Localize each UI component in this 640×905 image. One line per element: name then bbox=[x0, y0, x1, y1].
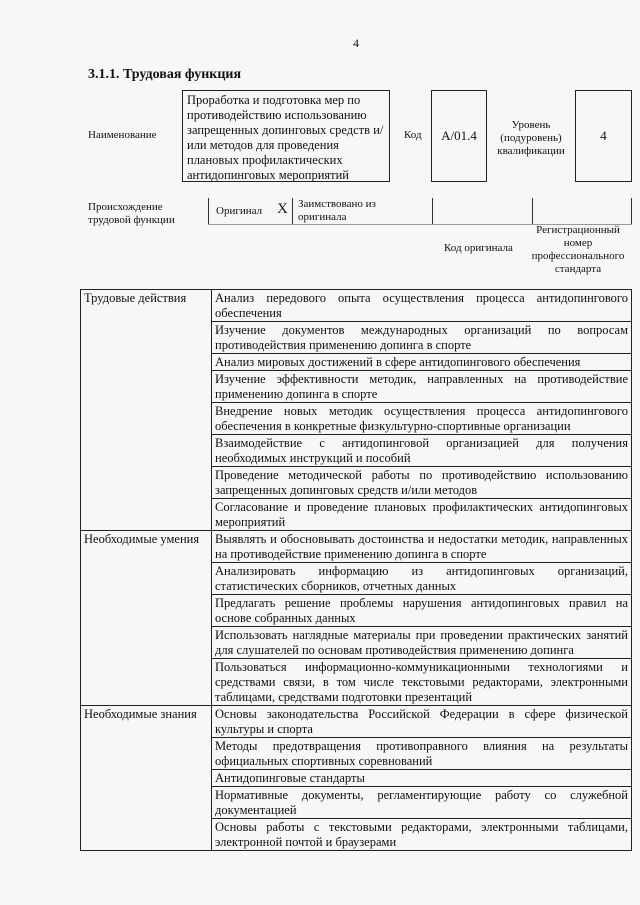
labor-action-item: Изучение документов международных организаций по вопросам противодействия применению допинга в спорте bbox=[212, 322, 632, 354]
labor-action-item: Изучение эффективности методик, направленных на противодействие применению допинга в спорте bbox=[212, 371, 632, 403]
labor-action-item: Согласование и проведение плановых профилактических антидопинговых мероприятий bbox=[212, 499, 632, 531]
labor-action-item: Взаимодействие с антидопинговой организацией для получения необходимых инструкций и пособий bbox=[212, 435, 632, 467]
origin-row bbox=[208, 198, 632, 224]
code-value: A/01.4 bbox=[431, 90, 487, 182]
code-label: Код bbox=[404, 129, 422, 141]
origin-label: Происхождение трудовой функции bbox=[88, 201, 175, 226]
skill-item: Использовать наглядные материалы при проведении практических занятий для слушателей по основам противодействия применению допинга bbox=[212, 627, 632, 659]
skill-item: Пользоваться информационно-коммуникационными технологиями и средствами связи, в том числе текстовыми редакторами, электронными таблицами, средствами подготовки презентаций bbox=[212, 659, 632, 706]
section-title-labor-actions: Трудовые действия bbox=[81, 290, 212, 531]
page-number: 4 bbox=[353, 36, 359, 50]
section-title-required-skills: Необходимые умения bbox=[81, 531, 212, 706]
table-row bbox=[81, 531, 632, 563]
table-row bbox=[81, 290, 632, 322]
original-label: Оригинал bbox=[216, 205, 263, 217]
labor-action-item: Анализ мировых достижений в сфере антидопингового обеспечения bbox=[212, 354, 632, 371]
knowledge-item: Антидопинговые стандарты bbox=[212, 770, 632, 787]
skill-item: Предлагать решение проблемы нарушения антидопинговых правил на основе собранных данных bbox=[212, 595, 632, 627]
borrowed-label: Заимствовано из оригинала bbox=[298, 198, 376, 223]
knowledge-item: Нормативные документы, регламентирующие работу со служебной документацией bbox=[212, 787, 632, 819]
knowledge-item: Методы предотвращения противоправного влияния на результаты официальных спортивных соревнований bbox=[212, 738, 632, 770]
labor-action-item: Анализ передового опыта осуществления процесса антидопингового обеспечения bbox=[212, 290, 632, 322]
section-title-required-knowledge: Необходимые знания bbox=[81, 706, 212, 851]
labor-action-item: Проведение методической работы по противодействию использованию запрещенных допинговых средств и/или методов bbox=[212, 467, 632, 499]
code-original-label: Код оригинала bbox=[444, 242, 513, 254]
labor-action-item: Внедрение новых методик осуществления процесса антидопингового обеспечения в конкретные физкультурно-спортивные организации bbox=[212, 403, 632, 435]
original-mark: X bbox=[277, 201, 288, 217]
table-row bbox=[81, 706, 632, 738]
knowledge-item: Основы работы с текстовыми редакторами, электронными таблицами, электронной почтой и браузерами bbox=[212, 819, 632, 851]
knowledge-item: Основы законодательства Российской Федерации в сфере физической культуры и спорта bbox=[212, 706, 632, 738]
function-details-table bbox=[80, 289, 632, 851]
skill-item: Выявлять и обосновывать достоинства и недостатки методик, направленных на противодействие применению допинга в спорте bbox=[212, 531, 632, 563]
function-name-value: Проработка и подготовка мер по противодействию использованию запрещенных допинговых средств и/или методов для проведения плановых профилактических антидопинговых мероприятий bbox=[182, 90, 390, 182]
qualification-level-label: Уровень (подуровень) квалификации bbox=[497, 119, 565, 157]
skill-item: Анализировать информацию из антидопинговых организаций, статистических сборников, отчетных данных bbox=[212, 563, 632, 595]
section-title: 3.1.1. Трудовая функция bbox=[88, 67, 242, 82]
registration-number-label: Регистрационный номер профессионального стандарта bbox=[531, 224, 625, 275]
name-label: Наименование bbox=[88, 129, 157, 141]
qualification-level-value: 4 bbox=[575, 90, 632, 182]
